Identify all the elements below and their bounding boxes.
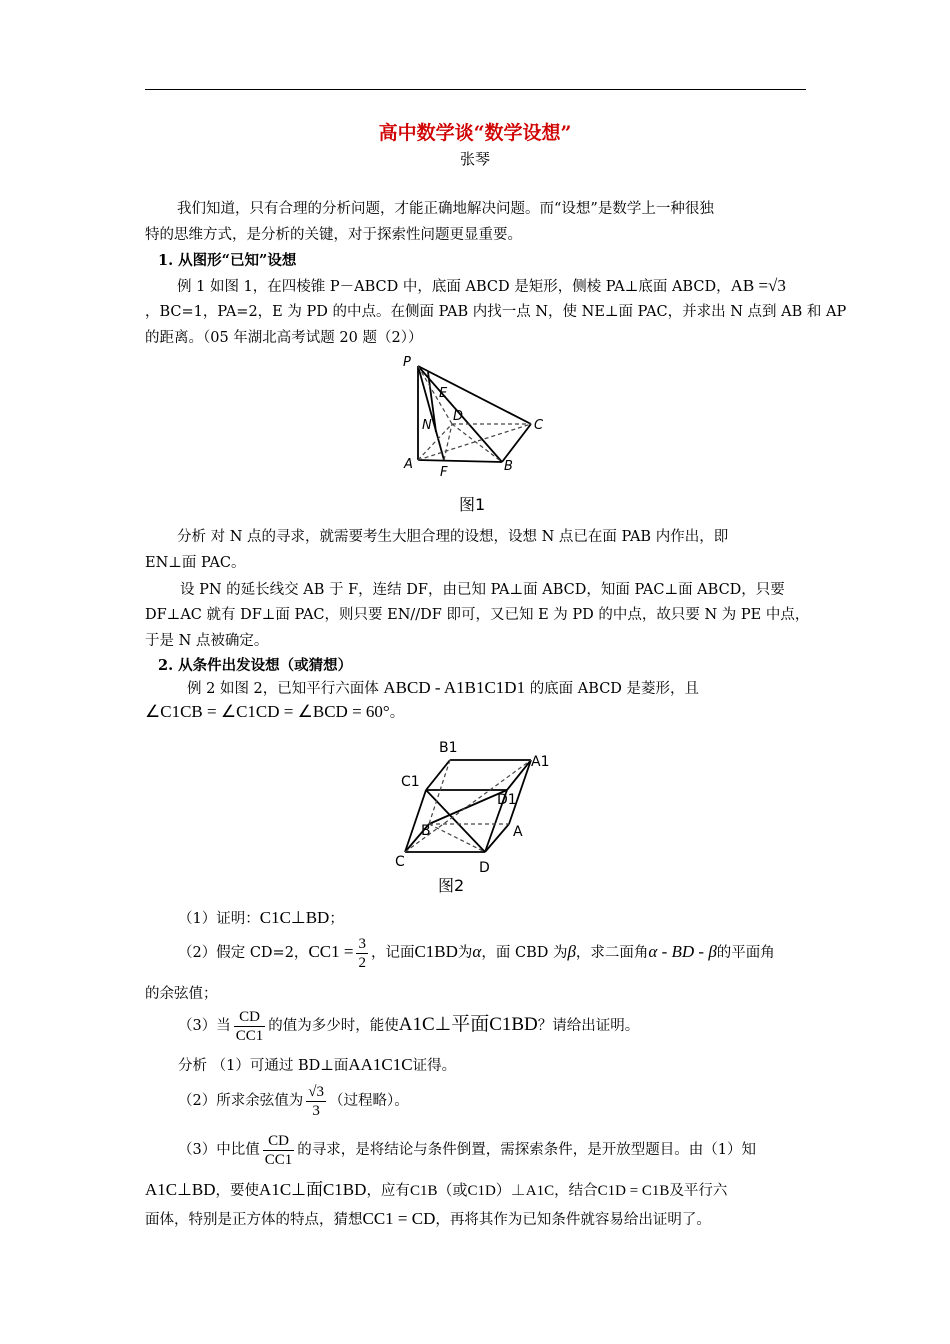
- answer-1-text-a: 分析 （1）可通过 BD⊥面: [178, 1058, 349, 1074]
- answer-3-text-h: ，再将其作为已知条件就容易给出证明了。: [435, 1212, 711, 1228]
- fig1-label-e: E: [439, 386, 448, 401]
- question-3: [178, 1005, 639, 1046]
- fig1-label-n: N: [422, 418, 432, 433]
- fraction-denominator: 2: [358, 954, 366, 971]
- answer-2-text-a: （2）所求余弦值为: [178, 1093, 304, 1109]
- fig2-label-b: B: [421, 823, 431, 839]
- question-2-line-2: 的余弦值；: [145, 986, 218, 1002]
- question-2-text-a: （2）假定 CD=2，: [178, 945, 309, 961]
- header-rule: [145, 89, 806, 90]
- answer-3-text-c: ，要使: [215, 1183, 260, 1199]
- answer-3-text-a: （3）中比值: [178, 1142, 260, 1158]
- author: 张琴: [459, 150, 490, 168]
- cc1-formula: CC1 =: [308, 942, 354, 961]
- fig1-label-p: P: [403, 355, 411, 370]
- fraction-denominator: CC1: [235, 1027, 264, 1044]
- question-2-text-c: 为: [457, 945, 473, 961]
- plane-aa1c1c: AA1C1C: [348, 1055, 413, 1074]
- perpendicular-plane-formula: A1C⊥平面C1BD: [398, 1014, 538, 1035]
- example-2-line-2: [145, 702, 404, 723]
- fraction-numerator: 3: [358, 935, 366, 952]
- fraction-three-halves: [356, 935, 368, 972]
- intro-line-2: 特的思维方式，是分析的关键，对于探索性问题更显重要。: [145, 227, 522, 243]
- figure-1-caption: 图1: [459, 495, 486, 514]
- beta-symbol: β: [567, 942, 576, 961]
- figure-2-parallelepiped: [393, 734, 563, 894]
- analysis-1-line-2: EN⊥面 PAC。: [145, 555, 246, 571]
- c1b-condition: C1B（或C1D）⊥A1C: [409, 1183, 555, 1199]
- example-1-line-2: ，BC=1，PA=2，E 为 PD 的中点。在侧面 PAB 内找一点 N，使 NE⊥面 PAC，并求出 N 点到 AB 和 AP: [145, 304, 847, 320]
- answer-2-text-b: （过程略）。: [328, 1093, 409, 1109]
- answer-3-text-f: 及平行六: [669, 1183, 728, 1199]
- question-2-text-b: ，记面: [370, 945, 415, 961]
- answer-3-text-b: 的寻求，是将结论与条件倒置，需探索条件，是开放型题目。由（1）知: [297, 1142, 756, 1158]
- example-2-text-a: 例 2 如图 2，已知平行六面体: [187, 681, 379, 697]
- section-2-heading: 2. 从条件出发设想（或猜想）: [158, 657, 353, 674]
- answer-3-text-e: ，结合: [554, 1183, 598, 1199]
- analysis-1-line-3: 设 PN 的延长线交 AB 于 F，连结 DF，由已知 PA⊥面 ABCD，知面 PAC⊥面 ABCD，只要: [180, 582, 785, 598]
- answer-3-text-g: 面体，特别是正方体的特点，猜想: [145, 1212, 363, 1228]
- fig2-label-a1: A1: [531, 754, 550, 770]
- cc1-equals-cd: CC1 = CD: [362, 1209, 436, 1228]
- example-2-text-b: 的底面 ABCD 是菱形，且: [529, 681, 700, 697]
- analysis-1-line-4: DF⊥AC 就有 DF⊥面 PAC，则只要 EN//DF 即可，又已知 E 为 PD 的中点，故只要 N 为 PE 中点，: [145, 607, 810, 623]
- question-2-text-d: ，面 CBD 为: [481, 945, 568, 961]
- answer-3-line-2: [145, 1180, 727, 1201]
- fraction-root3-over-3: [306, 1083, 326, 1120]
- question-1-end: ；: [329, 911, 344, 927]
- answer-3-text-d: ，应有: [366, 1183, 410, 1199]
- answer-1: [178, 1055, 456, 1076]
- question-1-text: （1）证明：: [178, 911, 260, 927]
- fig2-label-d1: D1: [497, 792, 517, 808]
- fraction-cd-cc1: [234, 1008, 266, 1045]
- answer-1-text-b: 证得。: [412, 1058, 457, 1074]
- fraction-numerator: √3: [308, 1083, 324, 1100]
- question-3-text-b: 的值为多少时，能使: [268, 1018, 399, 1034]
- fig1-label-c: C: [534, 418, 544, 433]
- intro-line-1: 我们知道，只有合理的分析问题，才能正确地解决问题。而“设想”是数学上一种很独: [177, 201, 714, 217]
- question-2-text-e: ，求二面角: [575, 945, 649, 961]
- question-3-text-c: ？请给出证明。: [537, 1018, 640, 1034]
- figure-2-caption: 图2: [438, 876, 465, 895]
- question-3-text-a: （3）当: [178, 1018, 231, 1034]
- fig2-label-a: A: [513, 824, 523, 840]
- question-2-text-f: 的平面角: [716, 945, 775, 961]
- fig2-label-c: C: [395, 854, 405, 870]
- a1c-perp-plane: A1C⊥面C1BD: [259, 1180, 367, 1199]
- section-1-heading: 1. 从图形“已知”设想: [158, 252, 297, 269]
- fraction-denominator: 3: [312, 1102, 320, 1119]
- example-1-text: 例 1 如图 1，在四棱锥 P－ABCD 中，底面 ABCD 是矩形，侧棱 PA⊥底面 ABCD，: [177, 279, 731, 295]
- fig2-label-c1: C1: [401, 774, 420, 790]
- example-1-line-3: 的距离。（05 年湖北高考试题 20 题（2））: [145, 330, 423, 346]
- fraction-numerator: CD: [263, 1132, 295, 1151]
- parallelepiped-formula: ABCD - A1B1C1D1: [383, 678, 526, 697]
- fig1-label-a: A: [404, 457, 413, 472]
- fraction-denominator: CC1: [264, 1151, 293, 1168]
- answer-2: [178, 1081, 409, 1121]
- c1d-equals-c1b: C1D = C1B: [597, 1183, 670, 1199]
- fig2-label-d: D: [479, 860, 490, 876]
- question-1: [178, 908, 344, 929]
- dihedral-angle: α - BD - β: [648, 942, 717, 961]
- fig2-label-b1: B1: [439, 740, 458, 756]
- question-2: [178, 932, 775, 973]
- fig1-label-d: D: [453, 409, 464, 424]
- example-2-end: 。: [389, 705, 405, 721]
- alpha-symbol: α: [472, 942, 482, 961]
- fraction-numerator: CD: [234, 1008, 266, 1027]
- ab-length-formula: AB =√3: [730, 276, 786, 295]
- figure-1-pyramid: [398, 352, 558, 482]
- fig1-label-f: F: [440, 465, 448, 480]
- analysis-1-line-5: 于是 N 点被确定。: [145, 633, 269, 649]
- example-2-line-1: [187, 678, 699, 699]
- answer-3-line-1: [178, 1130, 756, 1170]
- analysis-1-line-1: 分析 对 N 点的寻求，就需要考生大胆合理的设想，设想 N 点已在面 PAB 内作出，即: [177, 529, 729, 545]
- angle-condition-formula: ∠C1CB = ∠C1CD = ∠BCD = 60°: [145, 702, 390, 721]
- fig1-label-b: B: [504, 459, 513, 474]
- fraction-cd-cc1-answer: [263, 1132, 295, 1169]
- a1c-perp-bd: A1C⊥BD: [145, 1180, 216, 1199]
- page-title: 高中数学谈“数学设想”: [378, 122, 572, 144]
- plane-c1bd: C1BD: [414, 942, 458, 961]
- answer-3-line-3: [145, 1209, 711, 1230]
- example-1-line-1: [177, 276, 786, 297]
- question-1-formula: C1C⊥BD: [259, 908, 330, 927]
